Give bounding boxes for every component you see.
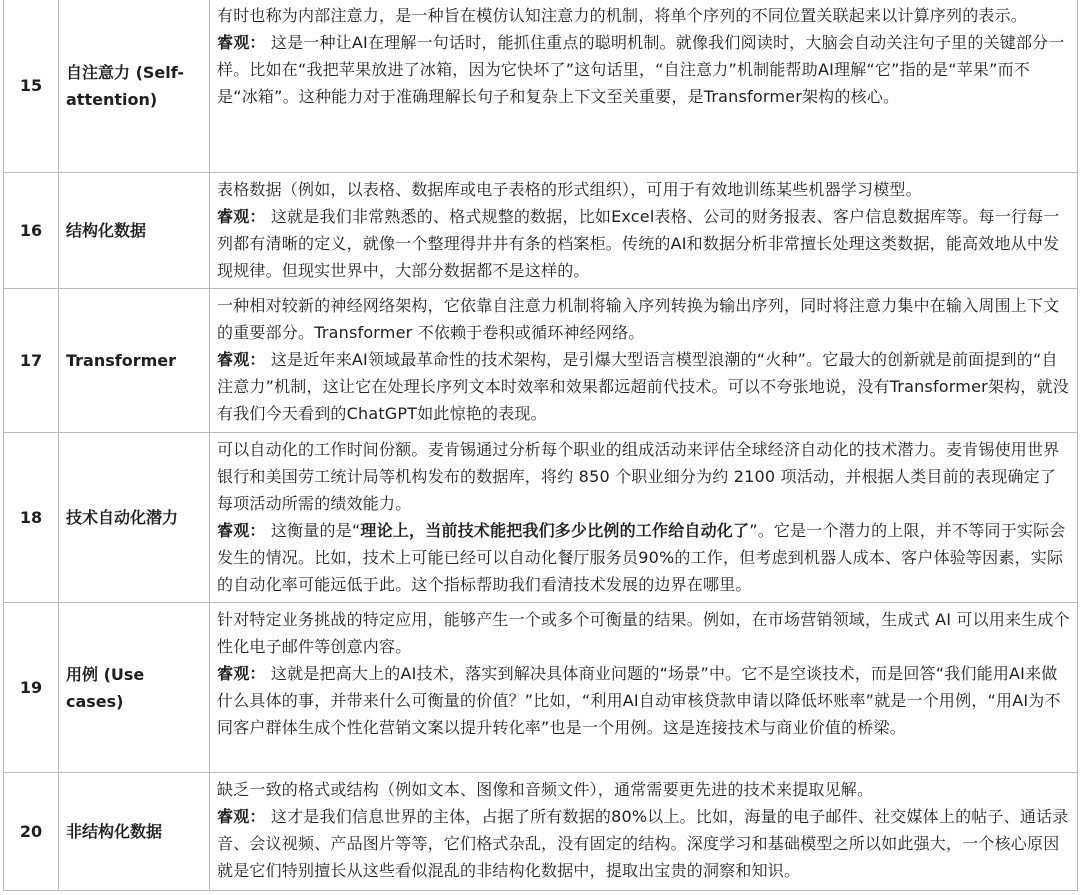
table-row xyxy=(4,173,1078,289)
insight-prefix: 这衡量的是“ xyxy=(270,521,361,540)
table-row xyxy=(4,603,1078,773)
term-name: 非结构化数据 xyxy=(59,773,210,891)
insight-text: 这才是我们信息世界的主体，占据了所有数据的80%以上。比如，海量的电子邮件、社交媒体上的帖子、通话录音、会议视频、产品图片等等，它们格式杂乱，没有固定的结构。深度学习和基础模型之所以如此强大，一个核心原因就是它们特别擅长从这些看似混乱的非结构化数据中，提取出宝贵的洞察和知识。 xyxy=(217,807,1069,880)
definition-text: 表格数据（例如，以表格、数据库或电子表格的形式组织），可用于有效地训练某些机器学习模型。 xyxy=(217,180,922,199)
row-number: 20 xyxy=(4,773,59,891)
table-row xyxy=(4,289,1078,433)
term-description xyxy=(210,289,1078,433)
table-row xyxy=(4,773,1078,891)
insight-label: 睿观： xyxy=(217,350,266,369)
row-number: 18 xyxy=(4,433,59,603)
term-name: 结构化数据 xyxy=(59,173,210,289)
insight-text: ”。它是一个潜力的上限，并不等同于实际会发生的情况。比如，技术上可能已经可以自动化餐厅服务员90%的工作，但考虑到机器人成本、客户体验等因素，实际的自动化率可能远低于此。这个指标帮助我们看清技术发展的边界在哪里。 xyxy=(217,521,1066,594)
term-description xyxy=(210,773,1078,891)
insight-label: 睿观： xyxy=(217,33,266,52)
insight-label: 睿观： xyxy=(217,807,266,826)
term-description xyxy=(210,0,1078,173)
row-number: 15 xyxy=(4,0,59,173)
glossary-table xyxy=(3,0,1078,891)
table-row xyxy=(4,0,1078,173)
definition-text: 针对特定业务挑战的特定应用，能够产生一个或多个可衡量的结果。例如，在市场营销领域，生成式 AI 可以用来生成个性化电子邮件等创意内容。 xyxy=(217,610,1070,656)
insight-text: 这是一种让AI在理解一句话时，能抓住重点的聪明机制。就像我们阅读时，大脑会自动关注句子里的关键部分一样。比如在“我把苹果放进了冰箱，因为它快坏了”这句话里，“自注意力”机制能帮助AI理解“它”指的是“苹果”而不是“冰箱”。这种能力对于准确理解长句子和复杂上下文至关重要，是Transformer架构的核心。 xyxy=(217,33,1065,106)
term-name: Transformer xyxy=(59,289,210,433)
term-name: 技术自动化潜力 xyxy=(59,433,210,603)
term-name: 自注意力 (Self-attention) xyxy=(59,0,210,173)
insight-emphasis: 理论上，当前技术能把我们多少比例的工作给自动化了 xyxy=(360,521,750,540)
term-name: 用例 (Use cases) xyxy=(59,603,210,773)
row-number: 17 xyxy=(4,289,59,433)
definition-text: 可以自动化的工作时间份额。麦肯锡通过分析每个职业的组成活动来评估全球经济自动化的技术潜力。麦肯锡使用世界银行和美国劳工统计局等机构发布的数据库，将约 850 个职业细分为约 2100 项活动，并根据人类目前的表现确定了每项活动所需的绩效能力。 xyxy=(217,440,1060,513)
term-description xyxy=(210,173,1078,289)
table-row xyxy=(4,433,1078,603)
definition-text: 一种相对较新的神经网络架构，它依靠自注意力机制将输入序列转换为输出序列，同时将注意力集中在输入周围上下文的重要部分。Transformer 不依赖于卷积或循环神经网络。 xyxy=(217,296,1060,342)
row-number: 19 xyxy=(4,603,59,773)
definition-text: 缺乏一致的格式或结构（例如文本、图像和音频文件），通常需要更先进的技术来提取见解。 xyxy=(217,780,874,799)
insight-label: 睿观： xyxy=(217,664,266,683)
insight-text: 这就是我们非常熟悉的、格式规整的数据，比如Excel表格、公司的财务报表、客户信息数据库等。每一行每一列都有清晰的定义，就像一个整理得井井有条的档案柜。传统的AI和数据分析非常擅长处理这类数据，能高效地从中发现规律。但现实世界中，大部分数据都不是这样的。 xyxy=(217,207,1060,280)
insight-label: 睿观： xyxy=(217,521,266,540)
row-number: 16 xyxy=(4,173,59,289)
term-description xyxy=(210,603,1078,773)
insight-text: 这就是把高大上的AI技术，落实到解决具体商业问题的“场景”中。它不是空谈技术，而是回答“我们能用AI来做什么具体的事，并带来什么可衡量的价值？”比如，“利用AI自动审核贷款申请以降低坏账率”就是一个用例，“用AI为不同客户群体生成个性化营销文案以提升转化率”也是一个用例。这是连接技术与商业价值的桥梁。 xyxy=(217,664,1061,737)
insight-text: 这是近年来AI领域最革命性的技术架构，是引爆大型语言模型浪潮的“火种”。它最大的创新就是前面提到的“自注意力”机制，这让它在处理长序列文本时效率和效果都远超前代技术。可以不夸张地说，没有Transformer架构，就没有我们今天看到的ChatGPT如此惊艳的表现。 xyxy=(217,350,1069,423)
insight-label: 睿观： xyxy=(217,207,266,226)
term-description xyxy=(210,433,1078,603)
definition-text: 有时也称为内部注意力，是一种旨在模仿认知注意力的机制，将单个序列的不同位置关联起来以计算序列的表示。 xyxy=(217,6,1028,25)
